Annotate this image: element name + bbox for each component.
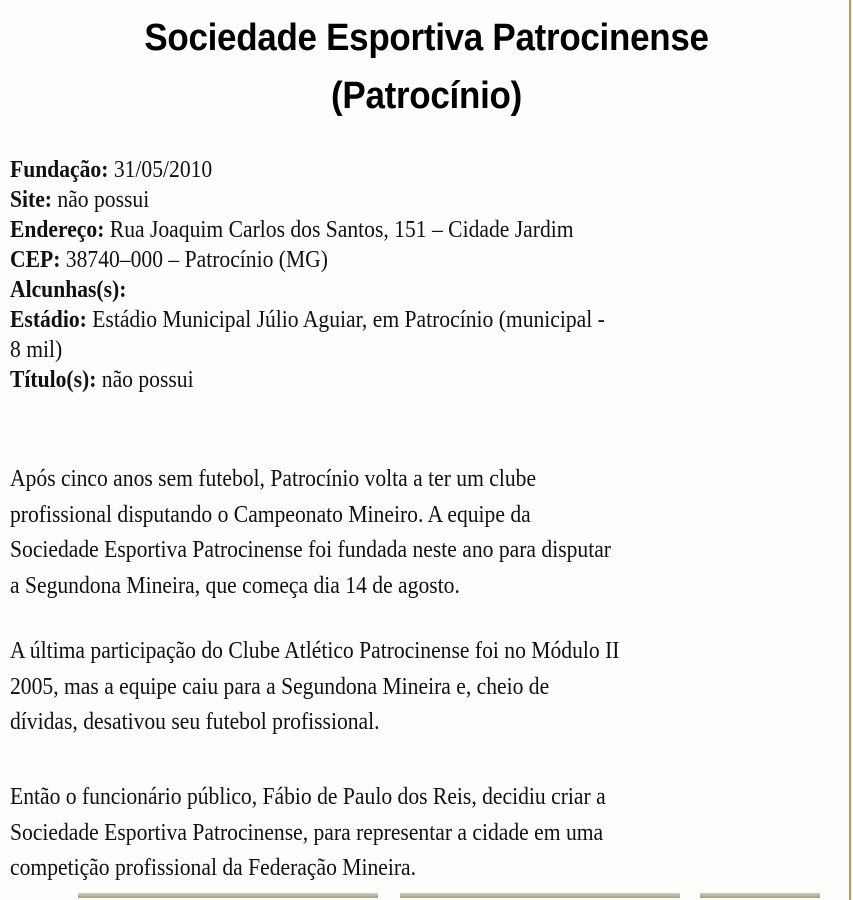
- page-title-line-1: Sociedade Esportiva Patrocinense: [144, 17, 709, 59]
- field-label: Estádio:: [10, 307, 87, 333]
- field-site: [10, 185, 757, 215]
- paragraph-line: A última participação do Clube Atlético Patrocinense foi no Módulo II: [10, 638, 620, 664]
- field-estadio: [10, 305, 757, 335]
- paragraph-line: Sociedade Esportiva Patrocinense, para representar a cidade em uma: [10, 819, 604, 846]
- field-endereco: [10, 215, 757, 245]
- field-value: Rua Joaquim Carlos dos Santos, 151 – Cidade Jardim: [104, 217, 574, 243]
- field-estadio-continuation: [10, 335, 757, 365]
- field-value: 8 mil): [10, 337, 63, 363]
- paragraph-3: [10, 780, 850, 887]
- paragraph-2: [10, 634, 850, 741]
- field-cep: [10, 245, 757, 275]
- field-fundacao: [10, 155, 757, 185]
- paragraph-line: a Segundona Mineira, que começa dia 14 de agosto.: [10, 572, 460, 599]
- field-label: Título(s):: [10, 367, 97, 393]
- page-bottom-edge: [400, 893, 680, 898]
- paragraph-line: Então o funcionário público, Fábio de Paulo dos Reis, decidiu criar a: [10, 784, 606, 810]
- paragraph-line: profissional disputando o Campeonato Mineiro. A equipe da: [10, 501, 531, 528]
- page-bottom-edge: [700, 893, 820, 898]
- paragraph-1: [10, 462, 850, 604]
- field-label: CEP:: [10, 247, 61, 273]
- field-value: Estádio Municipal Júlio Aguiar, em Patrocínio (municipal -: [86, 307, 605, 333]
- paragraph-line: competição profissional da Federação Mineira.: [10, 855, 417, 881]
- field-label: Endereço:: [10, 217, 105, 243]
- club-info-fields: [10, 155, 840, 395]
- page-title-line-2: (Patrocínio): [331, 75, 522, 117]
- page-bottom-edge: [78, 893, 378, 898]
- field-alcunhas: [10, 275, 757, 305]
- paragraph-line: dívidas, desativou seu futebol profissional.: [10, 709, 380, 735]
- paragraph-line: Após cinco anos sem futebol, Patrocínio volta a ter um clube: [10, 466, 537, 492]
- field-label: Alcunhas(s):: [10, 277, 127, 303]
- field-value: não possui: [96, 367, 194, 393]
- field-value: 38740–000 – Patrocínio (MG): [60, 247, 328, 273]
- field-label: Fundação:: [10, 157, 109, 183]
- paragraph-line: 2005, mas a equipe caiu para a Segundona Mineira e, cheio de: [10, 673, 550, 700]
- field-label: Site:: [10, 187, 52, 213]
- paragraph-line: Sociedade Esportiva Patrocinense foi fundada neste ano para disputar: [10, 537, 612, 563]
- field-value: 31/05/2010: [108, 157, 213, 183]
- field-titulos: [10, 365, 757, 395]
- field-value: não possui: [51, 187, 150, 213]
